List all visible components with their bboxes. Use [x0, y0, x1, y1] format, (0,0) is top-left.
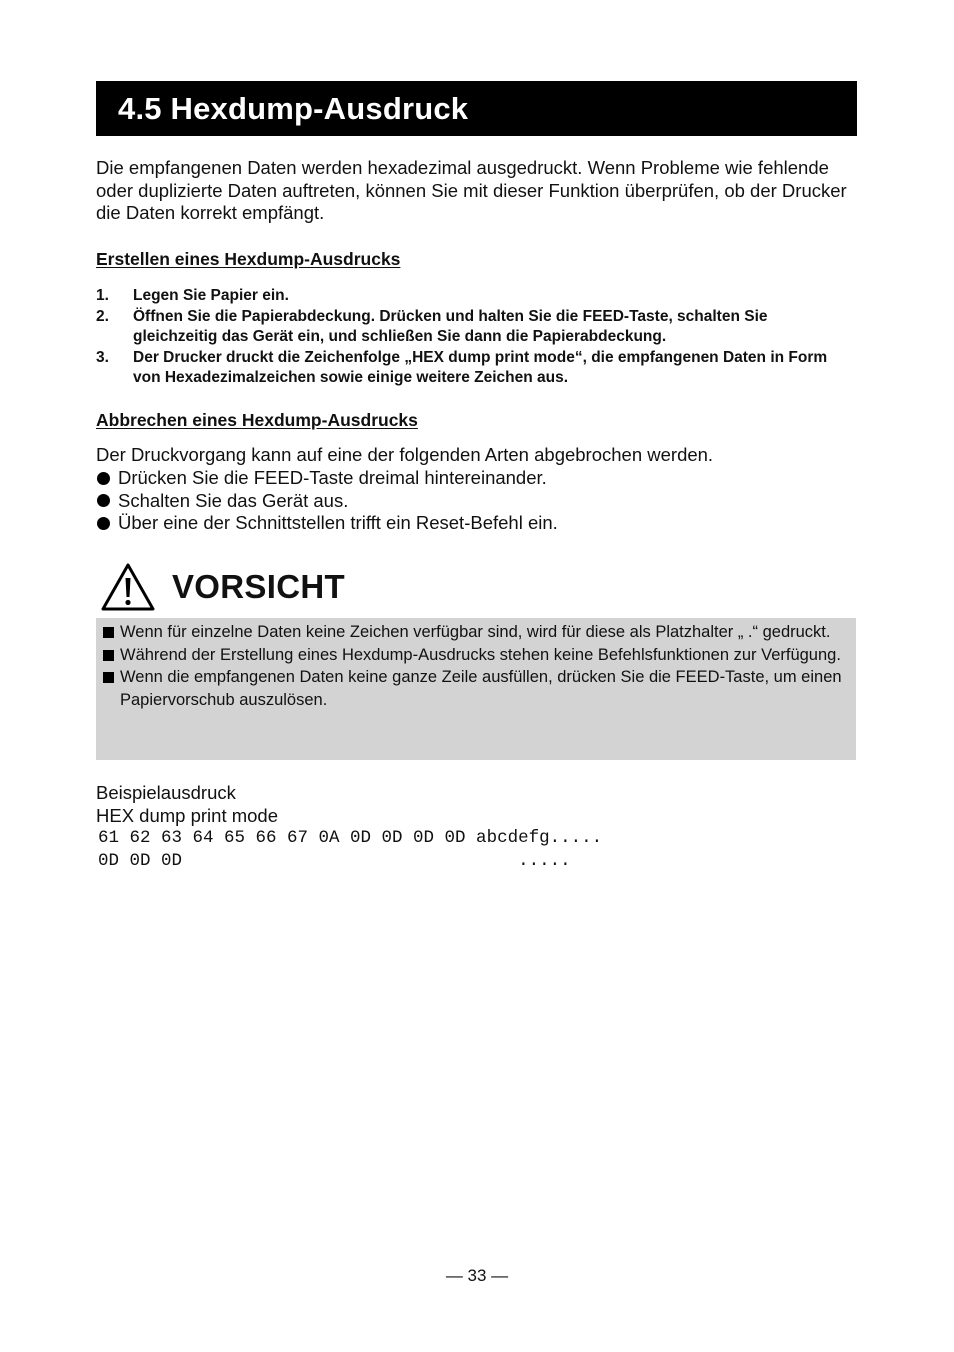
cancel-heading: Abbrechen eines Hexdump-Ausdrucks [96, 410, 418, 430]
intro-paragraph: Die empfangenen Daten werden hexadezimal ausgedruckt. Wenn Probleme wie fehlende oder duplizierte Daten auftreten, können Sie mit dieser Funktion überprüfen, ob der Drucker die Daten korrekt empfängt. [96, 157, 847, 223]
square-bullet-icon [103, 650, 114, 661]
step-text: Öffnen Sie die Papierabdeckung. Drücken und halten Sie die FEED-Taste, schalten Sie gleichzeitig das Gerät ein, und schließen Sie dann die Papierabdeckung. [133, 307, 768, 345]
steps-list [96, 286, 856, 389]
hexdump-line: 61 62 63 64 65 66 67 0A 0D 0D 0D 0D abcdefg..... [98, 828, 603, 848]
step-item [96, 307, 856, 348]
step-number: 1. [96, 287, 109, 304]
caution-item-text: Wenn für einzelne Daten keine Zeichen verfügbar sind, wird für diese als Platzhalter „ .“ gedruckt. [120, 623, 831, 641]
caution-title: VORSICHT [172, 568, 345, 605]
step-number: 3. [96, 348, 109, 366]
hexdump-line: 0D 0D 0D ..... [98, 850, 603, 871]
warning-triangle-icon [100, 562, 156, 612]
list-item-text: Schalten Sie das Gerät aus. [118, 489, 349, 511]
example-printout [96, 782, 602, 872]
step-text: Legen Sie Papier ein. [133, 287, 289, 304]
list-item [96, 467, 558, 490]
page-number: — 33 — [445, 1266, 509, 1285]
bullet-icon [97, 494, 110, 507]
list-item [96, 512, 558, 535]
caution-item-text: Während der Erstellung eines Hexdump-Ausdrucks stehen keine Befehlsfunktionen zur Verfügung. [120, 645, 841, 664]
caution-item-text: Wenn die empfangenen Daten keine ganze Zeile ausfüllen, drücken Sie die FEED-Taste, um einen Papiervorschub auszulösen. [120, 668, 842, 710]
bullet-icon [97, 472, 110, 485]
caution-item [102, 621, 846, 644]
list-item [96, 490, 558, 513]
list-item-text: Drücken Sie die FEED-Taste dreimal hintereinander. [118, 467, 547, 488]
list-item-text: Über eine der Schnittstellen trifft ein Reset-Befehl ein. [118, 512, 558, 533]
cancel-options-list [96, 467, 558, 535]
cancel-intro: Der Druckvorgang kann auf eine der folgenden Arten abgebrochen werden. [96, 444, 714, 465]
square-bullet-icon [103, 672, 114, 683]
example-mode-line: HEX dump print mode [96, 804, 279, 826]
step-text: Der Drucker druckt die Zeichenfolge „HEX dump print mode“, die empfangenen Daten in Form von Hexadezimalzeichen sowie einige weitere Zeichen aus. [133, 348, 828, 386]
square-bullet-icon [103, 627, 114, 638]
caution-box [96, 618, 856, 760]
bullet-icon [97, 517, 110, 530]
caution-item [102, 644, 846, 667]
step-item [96, 348, 856, 389]
caution-header [100, 562, 345, 612]
caution-item [102, 666, 846, 711]
example-label: Beispielausdruck [96, 782, 236, 803]
section-title: 4.5 Hexdump-Ausdruck [96, 81, 857, 136]
step-number: 2. [96, 307, 109, 325]
create-heading: Erstellen eines Hexdump-Ausdrucks [96, 249, 401, 269]
step-item [96, 286, 856, 307]
